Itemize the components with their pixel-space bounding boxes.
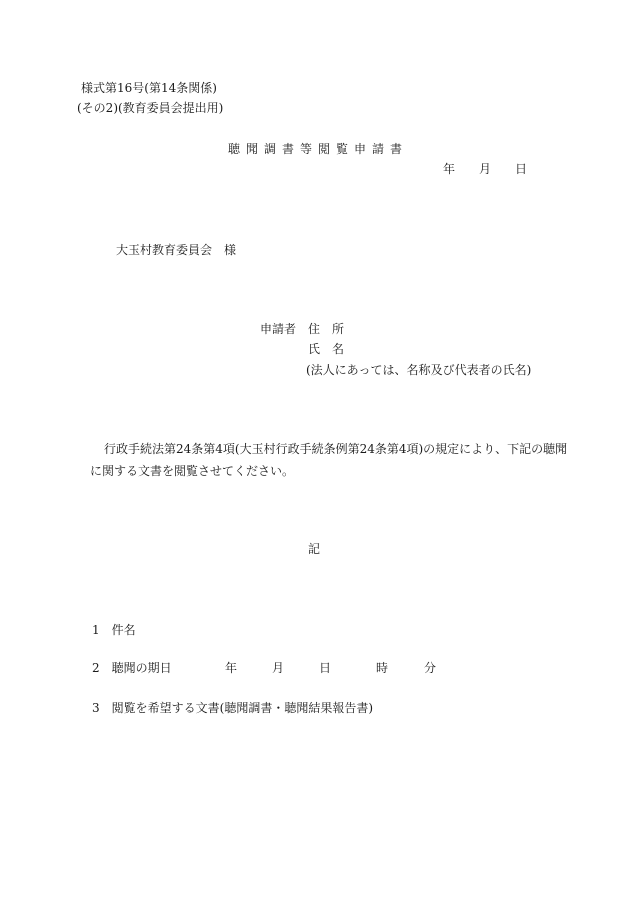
name-label: 氏 名 — [308, 342, 345, 356]
applicant-label: 申請者 — [260, 322, 297, 336]
name-note: (法人にあっては、名称及び代表者の氏名) — [306, 363, 532, 377]
item-3-requested-documents: 3 閲覧を希望する文書(聴聞調書・聴聞結果報告書) — [92, 701, 374, 715]
ki-heading: 記 — [308, 542, 321, 556]
document-title: 聴聞調書等閲覧申請書 — [228, 142, 409, 156]
item-2-day-unit: 日 — [319, 661, 332, 675]
item-2-month-unit: 月 — [272, 661, 285, 675]
item-2-year-unit: 年 — [225, 661, 238, 675]
form-number: 様式第16号(第14条関係) — [81, 81, 217, 95]
body-text-line-2: に関する文書を閲覧させてください。 — [90, 464, 295, 478]
item-2-hour-unit: 時 — [376, 661, 389, 675]
item-2-minute-unit: 分 — [424, 661, 437, 675]
item-2-hearing-date-label: 2 聴聞の期日 — [92, 661, 172, 675]
form-subtitle: (その2)(教育委員会提出用) — [77, 101, 224, 115]
body-text-line-1: 行政手続法第24条第4項(大玉村行政手続条例第24条第4項)の規定により、下記の聴聞 — [104, 442, 568, 456]
addressee: 大玉村教育委員会 様 — [116, 243, 237, 257]
item-1-case-name: 1 件名 — [92, 623, 136, 637]
date-line: 年 月 日 — [443, 162, 528, 176]
address-label: 住 所 — [308, 322, 345, 336]
